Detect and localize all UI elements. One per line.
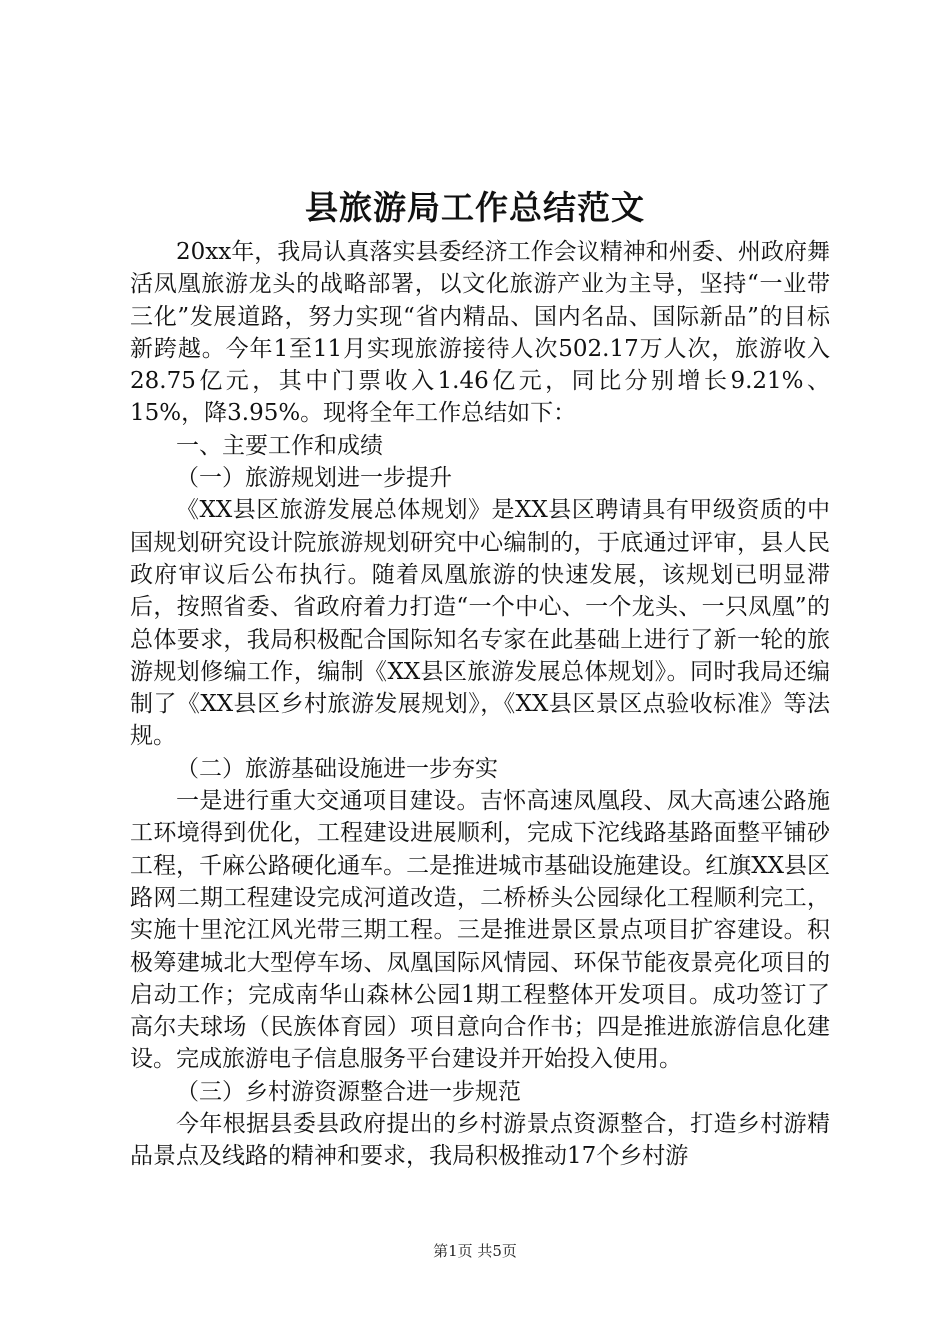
- paragraph-planning: 《XX县区旅游发展总体规划》是XX县区聘请具有甲级资质的中国规划研究设计院旅游规划研究中心编制的，于底通过评审，县人民政府审议后公布执行。随着凤凰旅游的快速发展，该规划已明显滞后，按照省委、省政府着力打造“一个中心、一个龙头、一只凤凰”的总体要求，我局积极配合国际知名专家在此基础上进行了新一轮的旅游规划修编工作，编制《XX县区旅游发展总体规划》。同时我局还编制了《XX县区乡村旅游发展规划》，《XX县区景区点验收标准》等法规。: [130, 497, 830, 750]
- paragraph-intro: 20xx年，我局认真落实县委经济工作会议精神和州委、州政府舞活凤凰旅游龙头的战略部署，以文化旅游产业为主导，坚持“一业带三化”发展道路，努力实现“省内精品、国内名品、国际新品”的目标新跨越。今年1至11月实现旅游接待人次502.17万人次，旅游收入28.75亿元，其中门票收入1.46亿元，同比分别增长9.21%、15%，降3.95%。现将全年工作总结如下：: [130, 239, 830, 427]
- document-body: [130, 236, 830, 1173]
- subsection-heading-planning: （一）旅游规划进一步提升: [176, 465, 452, 492]
- page-number: 第1页 共5页: [433, 1242, 517, 1260]
- document-title: 县旅游局工作总结范文: [305, 188, 645, 227]
- paragraph-rural-tourism: 今年根据县委县政府提出的乡村游景点资源整合，打造乡村游精品景点及线路的精神和要求，我局积极推动17个乡村游: [130, 1111, 830, 1170]
- subsection-heading-rural-tourism: （三）乡村游资源整合进一步规范: [176, 1078, 521, 1105]
- section-heading-main-work: 一、主要工作和成绩: [176, 432, 383, 459]
- subsection-heading-infrastructure: （二）旅游基础设施进一步夯实: [176, 755, 498, 782]
- paragraph-infrastructure: 一是进行重大交通项目建设。吉怀高速凤凰段、凤大高速公路施工环境得到优化，工程建设进展顺利，完成下沱线路基路面整平铺砂工程，千麻公路硬化通车。二是推进城市基础设施建设。红旗XX县区路网二期工程建设完成河道改造，二桥桥头公园绿化工程顺利完工，实施十里沱江风光带三期工程。三是推进景区景点项目扩容建设。积极筹建城北大型停车场、凤凰国际风情园、环保节能夜景亮化项目的启动工作；完成南华山森林公园1期工程整体开发项目。成功签订了高尔夫球场（民族体育园）项目意向合作书；四是推进旅游信息化建设。完成旅游电子信息服务平台建设并开始投入使用。: [130, 788, 830, 1073]
